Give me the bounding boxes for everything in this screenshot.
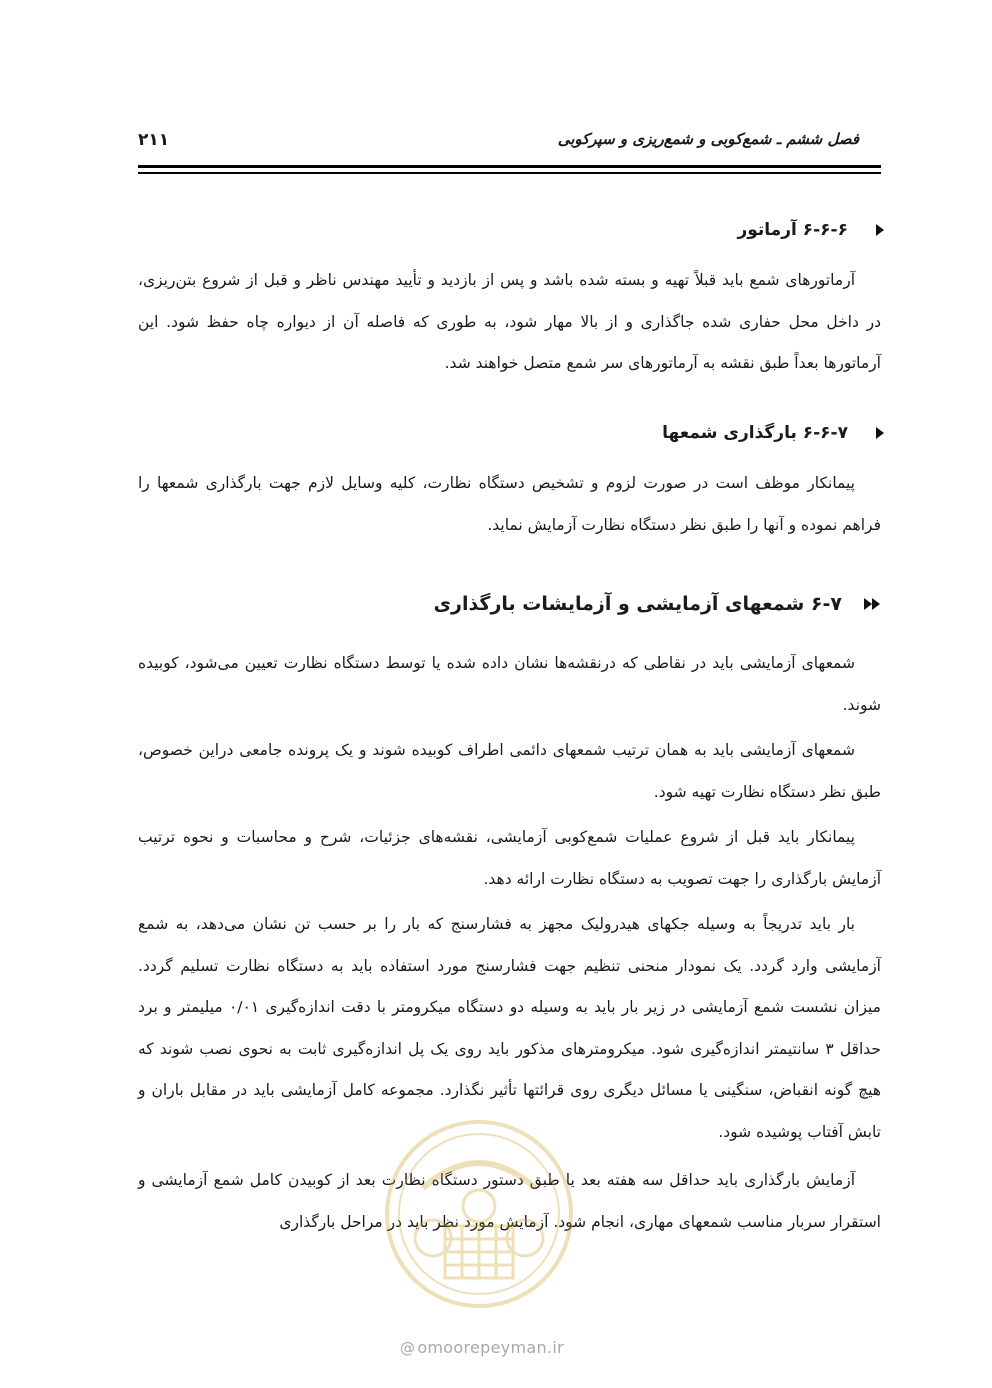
paragraph: پیمانکار موظف است در صورت لزوم و تشخیص دستگاه نظارت، کلیه وسایل لازم جهت بارگذاری شمعها را فراهم نموده و آنها را طبق نظر دستگاه نظارت آزمایش نماید. [138, 474, 881, 534]
at-sign-icon: @ [400, 1339, 416, 1357]
paragraph: شمعهای آزمایشی باید به همان ترتیب شمعهای دائمی اطراف کوبیده شوند و یک پرونده جامعی دراین خصوص، طبق نظر دستگاه نظارت تهیه شود. [138, 741, 881, 801]
double-triangle-bullet-icon [864, 598, 880, 610]
triangle-bullet-icon [876, 427, 884, 439]
section-heading-text: ۶-۶-۷ بارگذاری شمعها [662, 423, 848, 443]
triangle-bullet-icon [876, 224, 884, 236]
watermark-domain: omoorepeyman.ir [417, 1338, 564, 1357]
section-heading-6-6-7 [662, 423, 884, 443]
watermark-seal-logo [383, 1118, 575, 1310]
paragraph: شمعهای آزمایشی باید در نقاطی که درنقشه‌ها نشان داده شده یا توسط دستگاه نظارت تعیین می‌شود، کوبیده شوند. [138, 654, 881, 714]
paragraph: آرماتورهای شمع باید قبلاً تهیه و بسته شده باشد و پس از بازدید و تأیید مهندس ناظر و قبل از شروع بتن‌ریزی، در داخل محل حفاری شده جاگذاری و از بالا مهار شود، به طوری که فاصله آن از دیواره چاه حفظ شود. این آرماتورها بعداً طبق نقشه به آرماتورهای سر شمع متصل خواهند شد. [138, 271, 881, 372]
header-rule-thick [138, 165, 881, 168]
running-header-chapter-title: فصل ششم ـ شمع‌کوبی و شمع‌ریزی و سپرکوبی [557, 130, 859, 148]
section-heading-text: ۶-۶-۶ آرماتور [737, 220, 848, 240]
section-heading-text: ۶-۷ شمعهای آزمایشی و آزمایشات بارگذاری [433, 593, 842, 615]
paragraph: بار باید تدریجاً به وسیله جکهای هیدرولیک مجهز به فشارسنج که بار را بر حسب تن نشان می‌دهد، به شمع آزمایشی وارد گردد. یک نمودار منحنی تنظیم جهت فشارسنج مورد استفاده باید به دستگاه نظارت تسلیم گردد. میزان نشست شمع آزمایشی در زیر بار باید به وسیله دو دستگاه میکرومتر با دقت اندازه‌گیری ۰/۰۱ میلیمتر و برد حداقل ۳ سانتیمتر اندازه‌گیری شود. میکرومترهای مذکور باید روی یک پل اندازه‌گیری ثابت به نحوی نصب شوند که هیچ گونه انقباض، سنگینی یا مسائل دیگری روی قرائتها تأثیر نگذارد. مجموعه کامل آزمایشی باید در مقابل باران و تابش آفتاب پوشیده شود. [138, 915, 881, 1141]
header-rule-thin [138, 172, 881, 174]
section-heading-6-6-6 [737, 220, 884, 240]
page-number: ۲۱۱ [138, 130, 170, 150]
watermark-site-text [400, 1338, 564, 1357]
paragraph: آزمایش بارگذاری باید حداقل سه هفته بعد یا طبق دستور دستگاه نظارت بعد از کوبیدن کامل شمع آزمایشی و استقرار سربار مناسب شمعهای مهاری، انجام شود. آزمایش مورد نظر باید در مراحل بارگذاری [138, 1171, 881, 1231]
section-heading-6-7 [434, 593, 880, 615]
paragraph: پیمانکار باید قبل از شروع عملیات شمع‌کوبی آزمایشی، نقشه‌های جزئیات، شرح و محاسبات و نحوه ترتیب آزمایش بارگذاری را جهت تصویب به دستگاه نظارت ارائه دهد. [138, 828, 881, 888]
